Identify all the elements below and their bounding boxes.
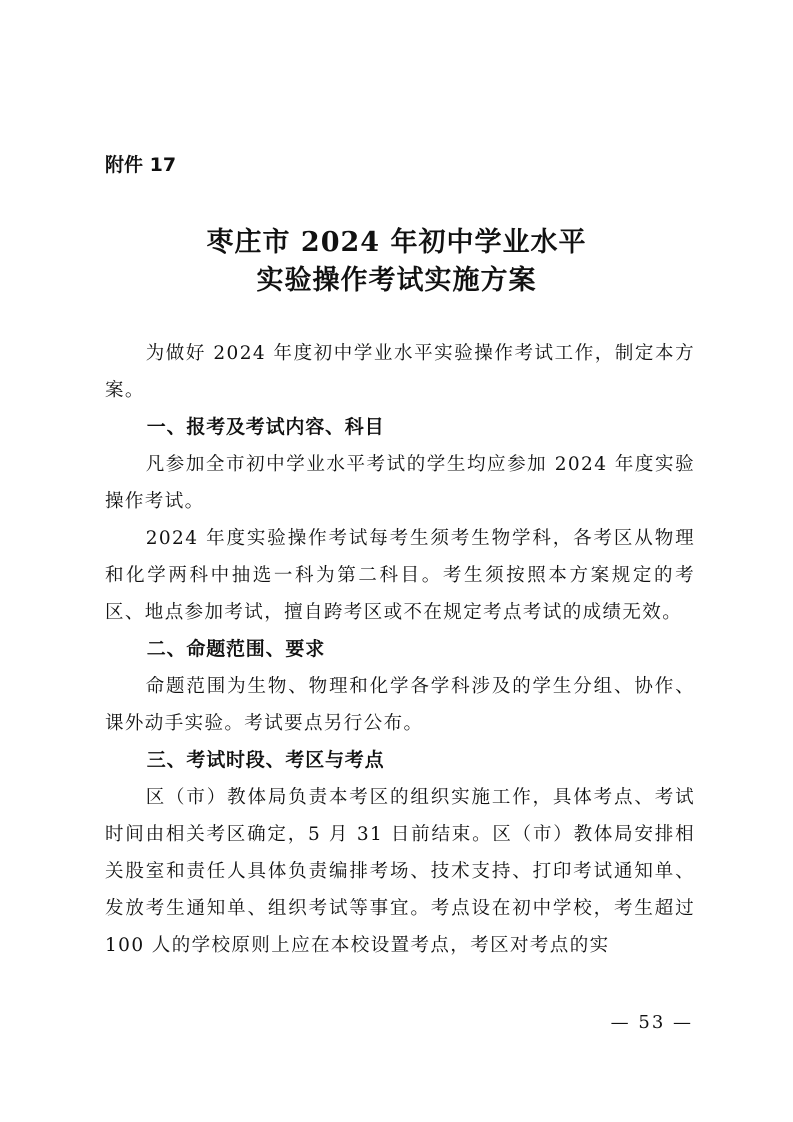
document-title-line-1: 枣庄市 2024 年初中学业水平 [206, 227, 587, 258]
section-1-paragraph-1: 凡参加全市初中学业水平考试的学生均应参加 2024 年度实验操作考试。 [105, 454, 695, 512]
attachment-label: 附件 17 [105, 154, 177, 176]
section-heading-3: 三、考试时段、考区与考点 [146, 749, 385, 771]
document-title-line-2: 实验操作考试实施方案 [256, 265, 537, 296]
document-body [105, 335, 695, 964]
section-1-paragraph-2: 2024 年度实验操作考试每考生须考生物学科，各考区从物理和化学两科中抽选一科为第二科目。考生须按照本方案规定的考区、地点参加考试，擅自跨考区或不在规定考点考试的成绩无效。 [105, 528, 695, 623]
section-heading-1: 一、报考及考试内容、科目 [146, 416, 385, 438]
intro-paragraph: 为做好 2024 年度初中学业水平实验操作考试工作，制定本方案。 [105, 343, 695, 401]
section-heading-2: 二、命题范围、要求 [146, 638, 325, 660]
page-number: — 53 — [610, 1012, 693, 1033]
section-2-paragraph-1: 命题范围为生物、物理和化学各学科涉及的学生分组、协作、课外动手实验。考试要点另行公布。 [105, 676, 695, 734]
section-3-paragraph-1: 区（市）教体局负责本考区的组织实施工作，具体考点、考试时间由相关考区确定，5 月 31 日前结束。区（市）教体局安排相关股室和责任人具体负责编排考场、技术支持、打印考试通知单、发放考生通知单、组织考试等事宜。考点设在初中学校，考生超过 100 人的学校原则上应在本校设置考点，考区对考点的实 [105, 787, 695, 956]
